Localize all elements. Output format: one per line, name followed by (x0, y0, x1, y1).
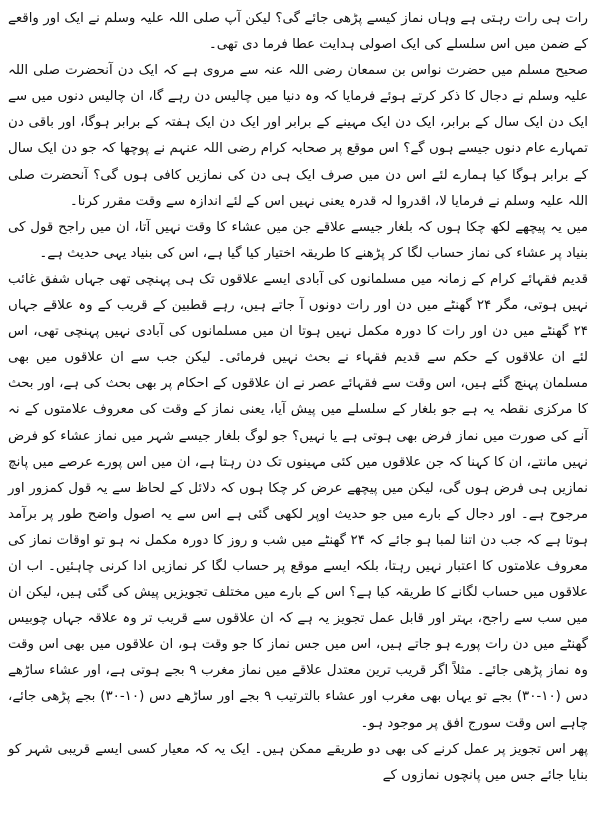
paragraph-bulghar: میں یہ پیچھے لکھ چکا ہوں کہ بلغار جیسے علاقے جن میں عشاء کا وقت نہیں آتا، ان میں راجح قول کی بنیاد پر عشاء کی نماز حساب لگا کر پڑھنے کا طریقہ اختیار کیا گیا ہے، اس کی بنیاد یہی حدیث ہے۔ (8, 219, 588, 261)
paragraph-intro: رات ہی رات رہتی ہے وہاں نماز کیسے پڑھی جائے گی؟ لیکن آپ صلی اللہ علیہ وسلم نے ایک اور واقعے کے ضمن میں اس سلسلے کی ایک اصولی ہدایت عطا فرما دی تھی۔ (8, 11, 588, 53)
paragraph-proposal: پھر اس تجویز پر عمل کرنے کی بھی دو طریقے ممکن ہیں۔ ایک یہ کہ معیار کسی ایسے قریبی شہر کو بنایا جائے جس میں پانچوں نمازوں کے (8, 741, 588, 783)
paragraph-hadith: صحیح مسلم میں حضرت نواس بن سمعان رضی اللہ عنہ سے مروی ہے کہ ایک دن آنحضرت صلی اللہ علیہ وسلم نے دجال کا ذکر کرتے ہوئے فرمایا کہ وہ دنیا میں چالیس دن رہے گا، ان چالیس دنوں میں سے ایک دن ایک سال کے برابر، ایک دن ایک مہینے کے برابر اور ایک دن ایک ہفتہ کے برابر ہوگا، اور باقی دن تمہارے عام دنوں جیسے ہوں گے؟ اس موقع پر صحابہ کرام رضی اللہ عنہم نے پوچھا کہ جو دن ایک سال کے برابر ہوگا کیا ہمارے لئے اس دن میں صرف ایک ہی دن کی نمازیں کافی ہوں گی؟ آنحضرت صلی اللہ علیہ وسلم نے فرمایا لا، اقدروا لہ قدرہ یعنی نہیں اس کے لئے اندازہ سے وقت مقرر کرنا۔ (8, 63, 588, 209)
document-page (8, 6, 588, 832)
paragraph-fuqaha: قدیم فقہائے کرام کے زمانہ میں مسلمانوں کی آبادی ایسے علاقوں تک ہی پہنچی تھی جہاں شفق غائب نہیں ہوتی، مگر ۲۴ گھنٹے میں دن اور رات دونوں آ جاتے ہیں، رہے قطبین کے قریب کے وہ علاقے جہاں ۲۴ گھنٹے میں دن اور رات کا دورہ مکمل نہیں ہوتا ان میں مسلمانوں کی آبادی نہیں پہنچی تھی، اس لئے ان علاقوں کے حکم سے قدیم فقہاء نے بحث نہیں فرمائی۔ لیکن جب سے ان علاقوں میں بھی مسلمان پہنچ گئے ہیں، اس وقت سے فقہائے عصر نے ان علاقوں کے احکام پر بھی بحث کی ہے، اور بحث کا مرکزی نقطہ یہ ہے جو بلغار کے سلسلے میں پیش آیا، یعنی نماز کے وقت کی معروف علامتوں کے نہ آنے کی صورت میں نماز فرض بھی ہوتی ہے یا نہیں؟ جو لوگ بلغار جیسے شہر میں نماز عشاء کو فرض نہیں مانتے، ان کا کہنا کہ جن علاقوں میں کئی مہینوں تک دن رہتا ہے، ان میں اس پورے عرصے میں پانچ نمازیں ہی فرض ہوں گی، لیکن میں پیچھے عرض کر چکا ہوں کہ دلائل کے لحاظ سے یہ قول کمزور اور مرجوح ہے۔ اور دجال کے بارے میں جو حدیث اوپر لکھی گئی ہے اس سے یہ اصول واضح طور پر برآمد ہوتا ہے کہ جب دن اتنا لمبا ہو جائے کہ ۲۴ گھنٹے میں شب و روز کا دورہ مکمل نہ ہو تو اوقات نماز کی معروف علامتوں کا اعتبار نہیں رہتا، بلکہ ایسے موقع پر حساب لگا کر نمازیں ادا کرنی چاہئیں۔ اب ان علاقوں میں حساب لگانے کا طریقہ کیا ہے؟ اس کے بارے میں مختلف تجویزیں پیش کی گئی ہیں، لیکن ان میں سب سے راجح، بہتر اور قابل عمل تجویز یہ ہے کہ ان علاقوں سے قریب تر وہ علاقہ جہاں چوبیس گھنٹے میں دن رات پورے ہو جاتے ہیں، اس میں جس نماز کا جو وقت ہو، ان علاقوں میں بھی اس وقت وہ نماز پڑھی جائے۔ مثلاً اگر قریب ترین معتدل علاقے میں نماز مغرب ۹ بجے ہوتی ہے، اور عشاء ساڑھے دس (۱۰-۳۰) بجے تو یہاں بھی مغرب اور عشاء بالترتیب ۹ بجے اور ساڑھے دس (۱۰-۳۰) بجے پڑھی جائے، چاہے اس وقت سورج افق پر موجود ہو۔ (8, 271, 589, 731)
